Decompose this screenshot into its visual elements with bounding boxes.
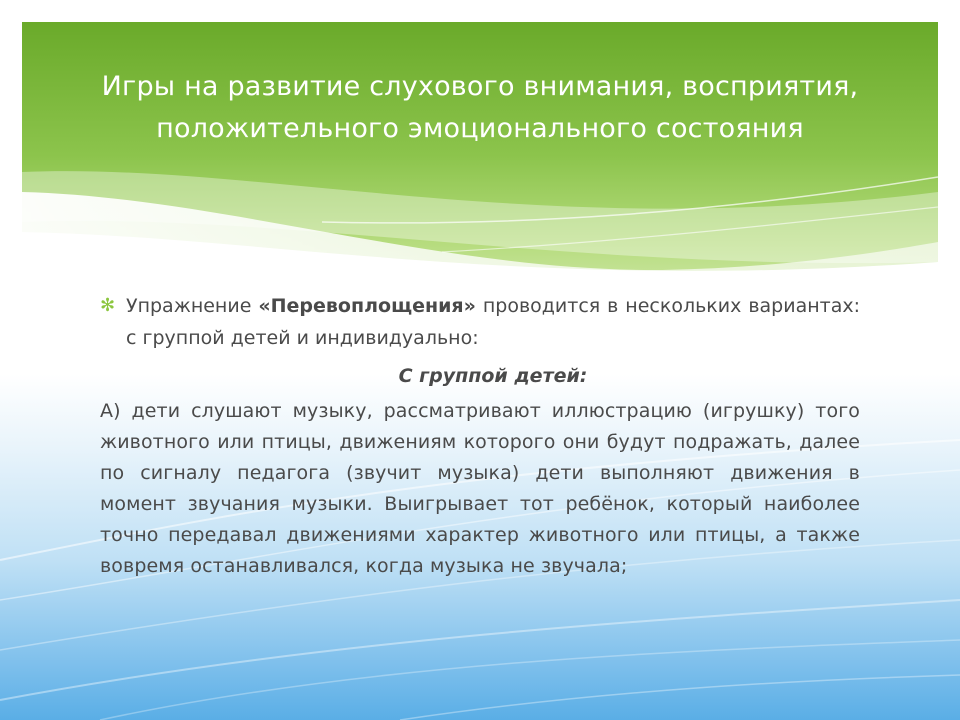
bullet-lead-text: Упражнение xyxy=(126,295,259,317)
section-subheading: С группой детей: xyxy=(398,365,588,387)
bullet-item xyxy=(100,290,860,354)
slide-content xyxy=(100,290,860,582)
slide-title: Игры на развитие слухового внимания, восприятия, положительного эмоционального состояния xyxy=(101,71,859,144)
asterisk-bullet-icon: ✻ xyxy=(100,295,116,316)
bullet-rest-text: проводится в нескольких вариантах: с группой детей и индивидуально: xyxy=(126,295,860,349)
slide-header xyxy=(22,22,938,318)
body-paragraph: А) дети слушают музыку, рассматривают иллюстрацию (игрушку) того животного или птицы, движениям которого они будут подражать, далее по сигналу педагога (звучит музыка) дети выполняют движения в момент звучания музыки. Выигрывает тот ребёнок, который наиболее точно передавал движениями характер животного или птицы, а также вовремя останавливался, когда музыка не звучала; xyxy=(100,400,860,577)
exercise-name: «Перевоплощения» xyxy=(258,295,476,317)
